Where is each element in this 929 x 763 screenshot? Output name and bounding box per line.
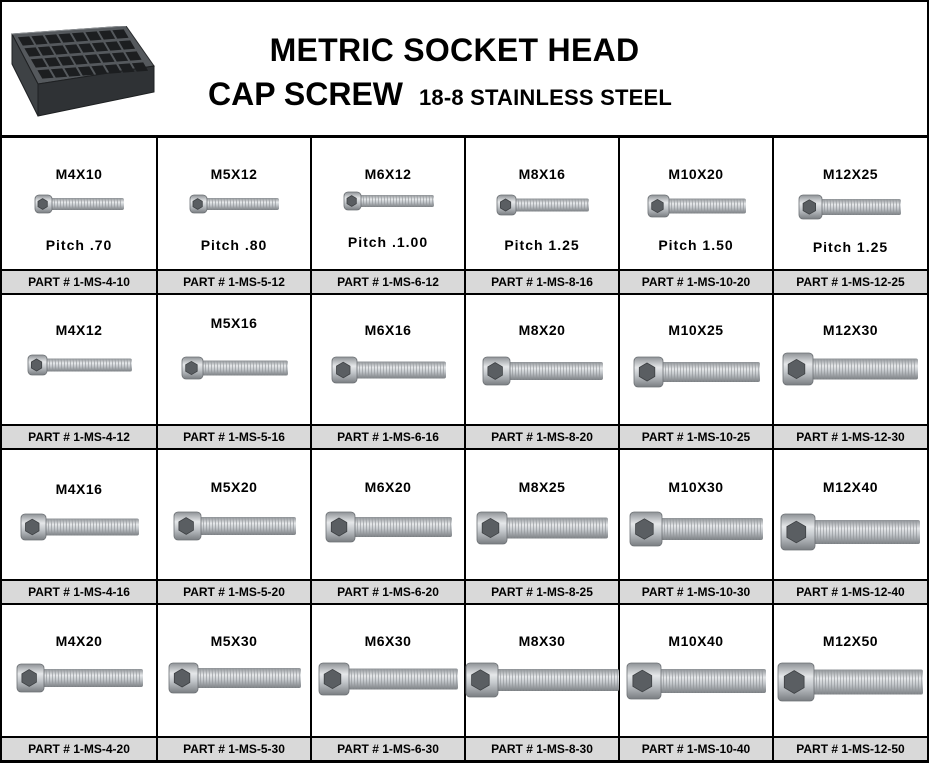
product-cell <box>158 605 312 762</box>
part-number-label: PART # 1-MS-5-20 <box>158 579 310 603</box>
part-number-label: PART # 1-MS-5-12 <box>158 269 310 293</box>
screw-size-label: M5X30 <box>210 633 258 649</box>
product-cell <box>312 138 466 295</box>
cap-screw-image <box>465 661 621 699</box>
screw-size-label: M10X30 <box>668 479 724 495</box>
part-number-label: PART # 1-MS-12-50 <box>774 736 927 760</box>
part-number-label: PART # 1-MS-8-20 <box>466 424 618 448</box>
title-material: 18-8 STAINLESS STEEL <box>418 85 672 110</box>
screw-size-label: M6X20 <box>364 479 412 495</box>
part-number-label: PART # 1-MS-10-25 <box>620 424 772 448</box>
product-cell <box>2 138 158 295</box>
part-number-label: PART # 1-MS-6-20 <box>312 579 464 603</box>
product-cell <box>158 138 312 295</box>
title-line-1: METRIC SOCKET HEAD <box>269 32 640 68</box>
cap-screw-image <box>780 512 922 552</box>
product-cell <box>312 295 466 450</box>
screw-size-label: M4X20 <box>55 633 103 649</box>
product-cell <box>158 450 312 605</box>
product-cell <box>312 450 466 605</box>
cap-screw-image <box>20 512 141 542</box>
product-cell <box>158 295 312 450</box>
part-number-label: PART # 1-MS-6-16 <box>312 424 464 448</box>
part-number-label: PART # 1-MS-4-20 <box>2 736 156 760</box>
cap-screw-image <box>647 193 748 219</box>
product-cell <box>620 450 774 605</box>
part-number-label: PART # 1-MS-8-30 <box>466 736 618 760</box>
cap-screw-image <box>168 661 303 695</box>
product-cell <box>2 295 158 450</box>
part-number-label: PART # 1-MS-4-10 <box>2 269 156 293</box>
title-line-2 <box>208 76 672 113</box>
part-number-label: PART # 1-MS-12-30 <box>774 424 927 448</box>
screw-size-label: M10X20 <box>668 166 724 182</box>
screw-size-label: M6X12 <box>364 166 412 182</box>
cap-screw-image <box>27 353 134 377</box>
part-number-label: PART # 1-MS-6-12 <box>312 269 464 293</box>
thread-pitch-label: Pitch 1.50 <box>658 237 734 253</box>
part-number-label: PART # 1-MS-6-30 <box>312 736 464 760</box>
thread-pitch-label: Pitch 1.25 <box>504 237 580 253</box>
cap-screw-image <box>325 510 454 544</box>
screw-size-label: M8X30 <box>518 633 566 649</box>
screw-size-label: M5X12 <box>210 166 258 182</box>
cap-screw-image <box>343 190 436 212</box>
screw-size-label: M6X16 <box>364 322 412 338</box>
cap-screw-image <box>798 193 903 221</box>
product-cell <box>620 605 774 762</box>
product-cell <box>466 295 620 450</box>
product-cell <box>774 295 927 450</box>
title-main: CAP SCREW <box>208 76 403 112</box>
cap-screw-image <box>331 355 448 385</box>
product-cell <box>774 138 927 295</box>
cap-screw-image <box>633 355 762 389</box>
part-number-label: PART # 1-MS-4-12 <box>2 424 156 448</box>
part-number-label: PART # 1-MS-5-16 <box>158 424 310 448</box>
product-cell <box>2 605 158 762</box>
part-number-label: PART # 1-MS-10-20 <box>620 269 772 293</box>
screw-size-label: M8X25 <box>518 479 566 495</box>
part-number-label: PART # 1-MS-4-16 <box>2 579 156 603</box>
screw-size-label: M10X25 <box>668 322 724 338</box>
product-cell <box>312 605 466 762</box>
cap-screw-image <box>629 510 765 548</box>
screw-size-label: M5X16 <box>210 315 258 331</box>
part-number-label: PART # 1-MS-8-25 <box>466 579 618 603</box>
screw-size-label: M5X20 <box>210 479 258 495</box>
product-cell <box>466 450 620 605</box>
product-cell <box>466 605 620 762</box>
product-cell <box>620 138 774 295</box>
cap-screw-image <box>777 661 925 703</box>
screw-size-label: M12X30 <box>822 322 879 338</box>
thread-pitch-label: Pitch .70 <box>45 237 113 253</box>
cap-screw-image <box>34 193 126 215</box>
product-cell <box>466 138 620 295</box>
screw-size-label: M8X16 <box>518 166 566 182</box>
part-number-label: PART # 1-MS-8-16 <box>466 269 618 293</box>
part-number-label: PART # 1-MS-12-25 <box>774 269 927 293</box>
cap-screw-image <box>482 355 605 387</box>
part-number-label: PART # 1-MS-10-30 <box>620 579 772 603</box>
cap-screw-image <box>189 193 281 215</box>
screw-size-label: M12X25 <box>822 166 879 182</box>
product-cell <box>774 450 927 605</box>
screw-size-label: M4X12 <box>55 322 103 338</box>
product-cell <box>620 295 774 450</box>
screw-size-label: M4X10 <box>55 166 103 182</box>
thread-pitch-label: Pitch 1.25 <box>812 239 889 255</box>
cap-screw-image <box>173 510 298 542</box>
part-number-label: PART # 1-MS-12-40 <box>774 579 927 603</box>
screw-size-label: M10X40 <box>668 633 724 649</box>
cap-screw-image <box>16 662 145 694</box>
header <box>2 2 927 138</box>
cap-screw-image <box>496 193 591 217</box>
screw-size-label: M12X50 <box>822 633 879 649</box>
part-number-label: PART # 1-MS-5-30 <box>158 736 310 760</box>
screw-size-label: M4X16 <box>55 481 103 497</box>
part-number-label: PART # 1-MS-10-40 <box>620 736 772 760</box>
cap-screw-image <box>782 351 920 387</box>
product-cell <box>2 450 158 605</box>
screw-size-label: M12X40 <box>822 479 879 495</box>
cap-screw-image <box>476 510 610 546</box>
cap-screw-image <box>318 661 460 697</box>
screw-size-label: M6X30 <box>364 633 412 649</box>
product-cell <box>774 605 927 762</box>
cap-screw-image <box>626 661 768 701</box>
thread-pitch-label: Pitch .1.00 <box>347 234 429 250</box>
cap-screw-image <box>181 355 290 381</box>
screw-size-label: M8X20 <box>518 322 566 338</box>
thread-pitch-label: Pitch .80 <box>200 237 268 253</box>
